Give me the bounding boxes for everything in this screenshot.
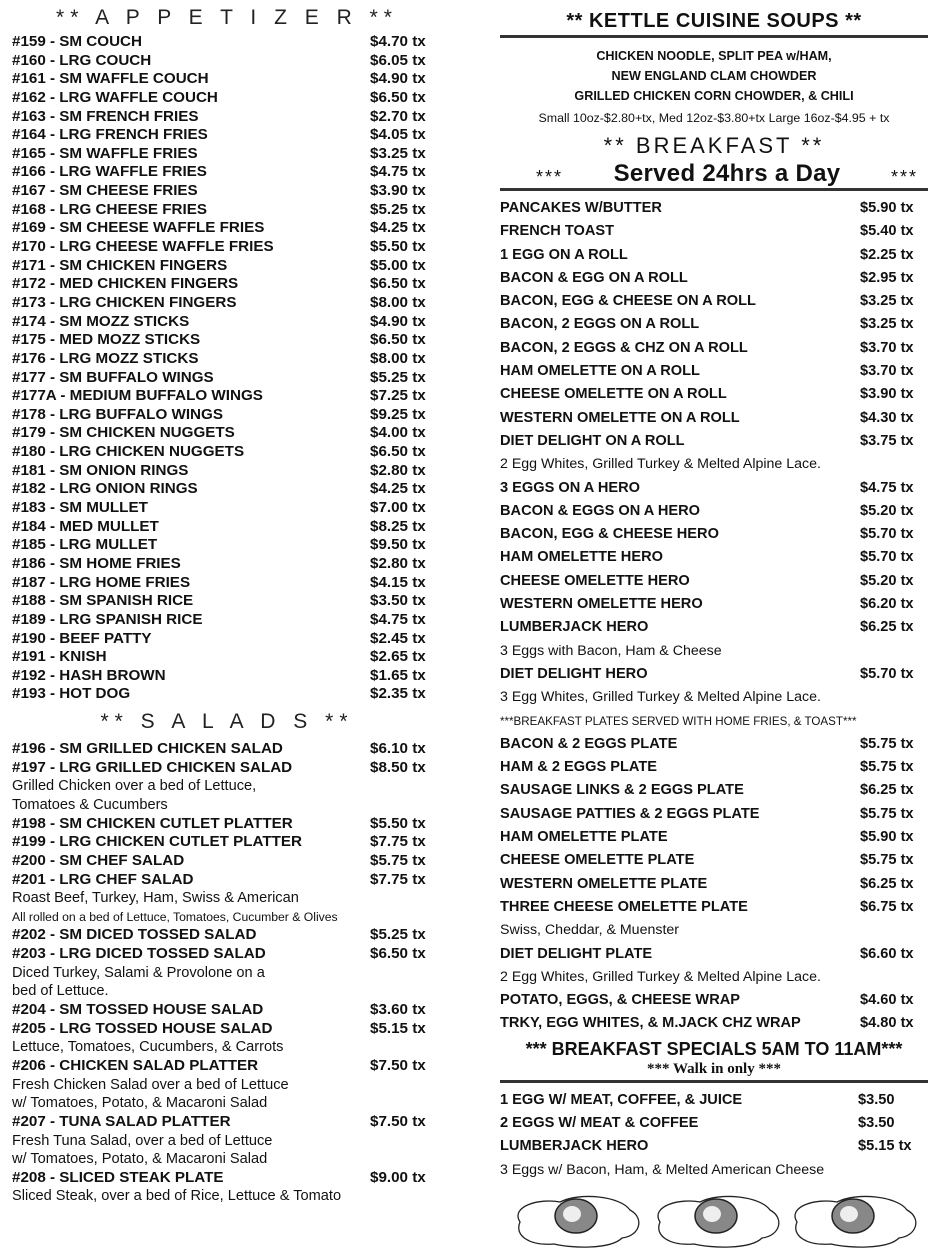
menu-item-name: #167 - SM CHEESE FRIES <box>12 182 198 200</box>
menu-item-price: $9.00 tx <box>370 1168 426 1186</box>
menu-item-price: $9.25 tx <box>370 405 426 423</box>
appetizer-list <box>12 33 442 704</box>
menu-item <box>12 163 442 182</box>
fried-egg-icon <box>518 1196 639 1247</box>
menu-item <box>500 570 928 593</box>
menu-item <box>12 648 442 667</box>
menu-item <box>500 1135 928 1158</box>
fried-egg-icon <box>658 1196 779 1247</box>
menu-item-name: #165 - SM WAFFLE FRIES <box>12 144 198 162</box>
menu-item-price: $4.90 tx <box>370 312 426 330</box>
menu-item-price: $5.70 tx <box>860 665 914 682</box>
menu-item <box>500 337 928 360</box>
menu-item-name: #173 - LRG CHICKEN FINGERS <box>12 293 237 311</box>
menu-item-price: $3.25 tx <box>860 316 914 333</box>
menu-item <box>12 182 442 201</box>
menu-item-name: SAUSAGE LINKS & 2 EGGS PLATE <box>500 782 744 799</box>
menu-item <box>12 685 442 704</box>
menu-item-price: $3.50 <box>858 1114 895 1131</box>
soup-varieties-line: GRILLED CHICKEN CORN CHOWDER, & CHILI <box>574 89 854 103</box>
menu-item-price: $1.65 tx <box>370 666 426 684</box>
menu-item-price: $5.25 tx <box>370 926 426 944</box>
menu-item-description: All rolled on a bed of Lettuce, Tomatoes, Cucumber & Olives <box>12 909 338 924</box>
soup-sizes: Small 10oz-$2.80+tx, Med 12oz-$3.80+tx Large 16oz-$4.95 + tx <box>538 111 890 125</box>
menu-item-description: w/ Tomatoes, Potato, & Macaroni Salad <box>12 1095 268 1112</box>
menu-item-price: $2.80 tx <box>370 461 426 479</box>
specials-subheading: *** Walk in only *** <box>500 1060 928 1083</box>
menu-item-name: #201 - LRG CHEF SALAD <box>12 870 194 888</box>
menu-item-price: $6.25 tx <box>860 782 914 799</box>
menu-item-name: LUMBERJACK HERO <box>500 1138 649 1155</box>
menu-item-name: #188 - SM SPANISH RICE <box>12 592 194 610</box>
menu-item-name: 2 EGGS W/ MEAT & COFFEE <box>500 1114 699 1131</box>
menu-item <box>12 1001 442 1020</box>
menu-item-price: $3.70 tx <box>860 339 914 356</box>
menu-item <box>500 803 928 826</box>
menu-item <box>12 406 442 425</box>
right-column <box>500 10 928 1182</box>
menu-item-name: HAM OMELETTE ON A ROLL <box>500 363 700 380</box>
menu-item <box>500 873 928 896</box>
menu-item <box>12 331 442 350</box>
menu-item-price: $5.25 tx <box>370 200 426 218</box>
menu-item-price: $6.05 tx <box>370 51 426 69</box>
menu-item <box>12 630 442 649</box>
menu-item-name: 1 EGG W/ MEAT, COFFEE, & JUICE <box>500 1091 743 1108</box>
menu-item <box>12 1020 442 1039</box>
menu-item-price: $5.25 tx <box>370 368 426 386</box>
menu-item-description: 2 Egg Whites, Grilled Turkey & Melted Alpine Lace. <box>500 456 821 473</box>
menu-item <box>12 555 442 574</box>
breakfast-heading: ** BREAKFAST ** <box>603 133 825 158</box>
menu-item-price: $3.75 tx <box>860 432 914 449</box>
menu-item-price: $6.25 tx <box>860 875 914 892</box>
menu-item-price: $7.75 tx <box>370 833 426 851</box>
menu-item <box>12 369 442 388</box>
menu-item-name: BACON & 2 EGGS PLATE <box>500 735 678 752</box>
menu-item-price: $8.25 tx <box>370 517 426 535</box>
menu-item-name: #189 - LRG SPANISH RICE <box>12 610 203 628</box>
menu-item-description: 3 Eggs with Bacon, Ham & Cheese <box>500 642 722 659</box>
menu-item-price: $2.95 tx <box>860 269 914 286</box>
menu-item-price: $5.00 tx <box>370 256 426 274</box>
menu-item <box>12 815 442 834</box>
menu-item-name: #207 - TUNA SALAD PLATTER <box>12 1112 231 1130</box>
menu-item-name: #196 - SM GRILLED CHICKEN SALAD <box>12 740 283 758</box>
menu-item-price: $9.50 tx <box>370 536 426 554</box>
left-column <box>12 6 442 1206</box>
menu-item <box>12 201 442 220</box>
soup-varieties-line: NEW ENGLAND CLAM CHOWDER <box>611 69 817 83</box>
menu-item-description: 3 Egg Whites, Grilled Turkey & Melted Alpine Lace. <box>500 689 821 706</box>
menu-item-price: $5.75 tx <box>860 805 914 822</box>
menu-item-name: LUMBERJACK HERO <box>500 619 649 636</box>
menu-item-name: HAM OMELETTE PLATE <box>500 829 668 846</box>
menu-item <box>12 238 442 257</box>
menu-item-price: $5.75 tx <box>860 852 914 869</box>
menu-item-name: #172 - MED CHICKEN FINGERS <box>12 275 239 293</box>
menu-item-name: PANCAKES W/BUTTER <box>500 200 662 216</box>
menu-item <box>12 945 442 964</box>
specials-heading: *** BREAKFAST SPECIALS 5AM TO 11AM*** <box>525 1038 903 1059</box>
menu-item-price: $7.25 tx <box>370 387 426 405</box>
menu-item-price: $4.75 tx <box>370 163 426 181</box>
menu-item-price: $4.30 tx <box>860 409 914 426</box>
menu-item <box>12 126 442 145</box>
menu-item-name: #179 - SM CHICKEN NUGGETS <box>12 424 235 442</box>
menu-item-price: $7.50 tx <box>370 1112 426 1130</box>
menu-item-price: $4.75 tx <box>370 610 426 628</box>
menu-item-name: DIET DELIGHT PLATE <box>500 945 653 962</box>
menu-item <box>12 33 442 52</box>
menu-item-name: #199 - LRG CHICKEN CUTLET PLATTER <box>12 833 302 851</box>
menu-item-price: $5.70 tx <box>860 549 914 566</box>
menu-item <box>500 290 928 313</box>
menu-item-name: 3 EGGS ON A HERO <box>500 479 641 496</box>
menu-item-name: 1 EGG ON A ROLL <box>500 246 628 263</box>
menu-item-price: $7.75 tx <box>370 870 426 888</box>
menu-item-name: #187 - LRG HOME FRIES <box>12 573 191 591</box>
menu-item-name: #203 - LRG DICED TOSSED SALAD <box>12 945 266 963</box>
menu-item-price: $5.20 tx <box>860 502 914 519</box>
menu-item-name: WESTERN OMELETTE PLATE <box>500 875 708 892</box>
menu-item <box>12 574 442 593</box>
menu-item-name: #170 - LRG CHEESE WAFFLE FRIES <box>12 238 274 256</box>
menu-item <box>12 611 442 630</box>
menu-item-price: $5.50 tx <box>370 238 426 256</box>
menu-item <box>500 267 928 290</box>
menu-item <box>500 733 928 756</box>
specials-list <box>500 1089 928 1182</box>
menu-item-name: WESTERN OMELETTE HERO <box>500 596 703 613</box>
menu-item-name: #162 - LRG WAFFLE COUCH <box>12 88 218 106</box>
menu-item-price: $4.75 tx <box>860 479 914 496</box>
menu-item-price: $4.15 tx <box>370 573 426 591</box>
menu-item <box>12 443 442 462</box>
menu-item <box>500 477 928 500</box>
menu-item-name: THREE CHEESE OMELETTE PLATE <box>500 898 748 915</box>
menu-item-name: SAUSAGE PATTIES & 2 EGGS PLATE <box>500 805 760 822</box>
menu-item <box>500 849 928 872</box>
menu-item-price: $6.75 tx <box>860 898 914 915</box>
menu-item-description: bed of Lettuce. <box>12 983 109 1000</box>
menu-item-price: $3.90 tx <box>860 386 914 403</box>
menu-item <box>500 360 928 383</box>
menu-item <box>12 462 442 481</box>
menu-item <box>500 197 928 220</box>
menu-item <box>500 756 928 779</box>
menu-item-name: BACON & EGG ON A ROLL <box>500 269 688 286</box>
menu-note: ***BREAKFAST PLATES SERVED WITH HOME FRIES, & TOAST*** <box>500 714 857 728</box>
menu-item-name: BACON, 2 EGGS ON A ROLL <box>500 316 700 333</box>
soups-heading: ** KETTLE CUISINE SOUPS ** <box>500 10 928 38</box>
menu-item-name: #183 - SM MULLET <box>12 499 148 517</box>
menu-item-price: $7.50 tx <box>370 1056 426 1074</box>
menu-item-description: Grilled Chicken over a bed of Lettuce, <box>12 778 257 795</box>
menu-item <box>500 593 928 616</box>
menu-item <box>12 1113 442 1132</box>
menu-item-description: w/ Tomatoes, Potato, & Macaroni Salad <box>12 1151 268 1168</box>
breakfast-hours: Served 24hrs a Day <box>613 160 841 187</box>
menu-item <box>500 407 928 430</box>
menu-item <box>12 480 442 499</box>
menu-item-price: $5.90 tx <box>860 200 914 216</box>
menu-item <box>12 667 442 686</box>
menu-item <box>500 220 928 243</box>
menu-item-price: $2.45 tx <box>370 629 426 647</box>
menu-item-description: 2 Egg Whites, Grilled Turkey & Melted Alpine Lace. <box>500 968 821 985</box>
menu-item <box>12 313 442 332</box>
menu-item-name: HAM OMELETTE HERO <box>500 549 663 566</box>
salads-list <box>12 740 442 1206</box>
menu-item-name: CHEESE OMELETTE HERO <box>500 572 690 589</box>
menu-item-name: CHEESE OMELETTE PLATE <box>500 852 695 869</box>
menu-item-description: Sliced Steak, over a bed of Rice, Lettuce & Tomato <box>12 1188 342 1205</box>
breakfast-subheading <box>500 158 928 191</box>
menu-item-price: $6.10 tx <box>370 740 426 758</box>
menu-item <box>12 592 442 611</box>
menu-item <box>12 275 442 294</box>
menu-item-price: $4.60 tx <box>860 992 914 1009</box>
menu-item-price: $3.25 tx <box>860 293 914 310</box>
fried-egg-decoration <box>505 1192 925 1250</box>
menu-item-price: $4.00 tx <box>370 424 426 442</box>
menu-item-name: #184 - MED MULLET <box>12 517 159 535</box>
menu-item <box>500 663 928 686</box>
menu-item <box>12 499 442 518</box>
menu-item-name: #200 - SM CHEF SALAD <box>12 851 185 869</box>
menu-item <box>12 219 442 238</box>
menu-item <box>500 383 928 406</box>
menu-item <box>500 989 928 1012</box>
salads-heading: ** S A L A D S ** <box>100 710 354 734</box>
menu-item <box>12 1057 442 1076</box>
menu-item <box>12 257 442 276</box>
menu-item <box>500 500 928 523</box>
menu-item-price: $5.15 tx <box>858 1138 912 1155</box>
menu-item-price: $5.20 tx <box>860 572 914 589</box>
stars-left: *** <box>536 167 564 187</box>
menu-item-price: $3.50 tx <box>370 592 426 610</box>
menu-item <box>500 1012 928 1035</box>
menu-item-price: $6.50 tx <box>370 88 426 106</box>
menu-item <box>500 826 928 849</box>
menu-item-description: Swiss, Cheddar, & Muenster <box>500 922 679 939</box>
menu-item <box>12 52 442 71</box>
menu-item <box>12 926 442 945</box>
menu-item-name: #177 - SM BUFFALO WINGS <box>12 368 214 386</box>
menu-item-price: $6.50 tx <box>370 443 426 461</box>
menu-item <box>500 1089 928 1112</box>
menu-item-price: $5.40 tx <box>860 223 914 240</box>
menu-item-name: CHEESE OMELETTE ON A ROLL <box>500 386 727 403</box>
menu-item-name: #204 - SM TOSSED HOUSE SALAD <box>12 1001 264 1019</box>
menu-item-price: $3.90 tx <box>370 182 426 200</box>
menu-item-price: $3.50 <box>858 1091 895 1108</box>
menu-item-price: $4.25 tx <box>370 219 426 237</box>
menu-item-name: #191 - KNISH <box>12 648 107 666</box>
menu-item-price: $2.35 tx <box>370 685 426 703</box>
menu-item-name: #208 - SLICED STEAK PLATE <box>12 1168 224 1186</box>
menu-item-name: WESTERN OMELETTE ON A ROLL <box>500 409 740 426</box>
menu-item <box>500 523 928 546</box>
menu-item-name: BACON, EGG & CHEESE HERO <box>500 526 719 543</box>
menu-item-price: $5.70 tx <box>860 526 914 543</box>
menu-item-name: #202 - SM DICED TOSSED SALAD <box>12 926 257 944</box>
menu-item-price: $5.90 tx <box>860 829 914 846</box>
menu-item-name: #164 - LRG FRENCH FRIES <box>12 126 208 144</box>
menu-item-name: FRENCH TOAST <box>500 223 615 240</box>
menu-item-name: DIET DELIGHT HERO <box>500 665 648 682</box>
breakfast-list <box>500 197 928 1036</box>
menu-item <box>500 1112 928 1135</box>
menu-item-name: #166 - LRG WAFFLE FRIES <box>12 163 207 181</box>
menu-item <box>12 1169 442 1188</box>
menu-item-name: #161 - SM WAFFLE COUCH <box>12 70 209 88</box>
menu-item-price: $5.75 tx <box>860 759 914 776</box>
menu-item-price: $5.50 tx <box>370 814 426 832</box>
menu-item-price: $8.00 tx <box>370 349 426 367</box>
menu-item-name: #197 - LRG GRILLED CHICKEN SALAD <box>12 758 293 776</box>
menu-item <box>500 616 928 639</box>
menu-item <box>12 518 442 537</box>
menu-item-price: $6.20 tx <box>860 596 914 613</box>
menu-item <box>12 70 442 89</box>
menu-item-name: BACON & EGGS ON A HERO <box>500 502 701 519</box>
menu-item <box>500 943 928 966</box>
menu-item <box>12 350 442 369</box>
menu-item-name: #192 - HASH BROWN <box>12 666 166 684</box>
menu-item-price: $5.15 tx <box>370 1019 426 1037</box>
menu-item-price: $4.80 tx <box>860 1015 914 1032</box>
menu-item-name: #159 - SM COUCH <box>12 33 142 50</box>
menu-item-price: $3.60 tx <box>370 1001 426 1019</box>
menu-item-name: #176 - LRG MOZZ STICKS <box>12 349 199 367</box>
menu-item-price: $7.00 tx <box>370 499 426 517</box>
menu-item-price: $4.90 tx <box>370 70 426 88</box>
menu-item <box>12 145 442 164</box>
menu-item-price: $2.80 tx <box>370 554 426 572</box>
menu-item-price: $2.70 tx <box>370 107 426 125</box>
menu-item-description: Diced Turkey, Salami & Provolone on a <box>12 964 265 981</box>
menu-item-name: #178 - LRG BUFFALO WINGS <box>12 405 223 423</box>
menu-item-price: $6.50 tx <box>370 331 426 349</box>
menu-item-name: #168 - LRG CHEESE FRIES <box>12 200 207 218</box>
menu-item-price: $4.70 tx <box>370 33 426 50</box>
menu-item-description: Fresh Tuna Salad, over a bed of Lettuce <box>12 1132 273 1149</box>
appetizer-heading: ** A P P E T I Z E R ** <box>56 6 398 29</box>
menu-item <box>500 430 928 453</box>
menu-item-name: #182 - LRG ONION RINGS <box>12 480 198 498</box>
menu-item-price: $6.60 tx <box>860 945 914 962</box>
menu-item-price: $5.75 tx <box>860 735 914 752</box>
menu-item-price: $4.25 tx <box>370 480 426 498</box>
menu-item-name: #180 - LRG CHICKEN NUGGETS <box>12 443 245 461</box>
menu-item <box>12 852 442 871</box>
menu-item-name: #198 - SM CHICKEN CUTLET PLATTER <box>12 814 293 832</box>
menu-item-name: POTATO, EGGS, & CHEESE WRAP <box>500 992 741 1009</box>
menu-item <box>500 896 928 919</box>
menu-item-name: BACON, EGG & CHEESE ON A ROLL <box>500 293 756 310</box>
menu-item-description: Fresh Chicken Salad over a bed of Lettuce <box>12 1076 289 1093</box>
menu-item-price: $3.25 tx <box>370 144 426 162</box>
menu-item-name: #177A - MEDIUM BUFFALO WINGS <box>12 387 263 405</box>
menu-item-price: $2.25 tx <box>860 246 914 263</box>
menu-item-description: Roast Beef, Turkey, Ham, Swiss & American <box>12 890 299 907</box>
menu-item-price: $3.70 tx <box>860 363 914 380</box>
soup-varieties-line: CHICKEN NOODLE, SPLIT PEA w/HAM, <box>596 49 832 63</box>
menu-item <box>500 244 928 267</box>
menu-item-description: Tomatoes & Cucumbers <box>12 796 168 813</box>
menu-item-description: 3 Eggs w/ Bacon, Ham, & Melted American Cheese <box>500 1161 825 1178</box>
menu-item-price: $5.75 tx <box>370 851 426 869</box>
menu-item-name: #160 - LRG COUCH <box>12 51 152 69</box>
fried-egg-icon <box>795 1196 916 1247</box>
menu-item-description: Lettuce, Tomatoes, Cucumbers, & Carrots <box>12 1039 284 1056</box>
menu-item <box>500 779 928 802</box>
menu-item-price: $4.05 tx <box>370 126 426 144</box>
menu-item <box>12 89 442 108</box>
menu-item-price: $8.00 tx <box>370 293 426 311</box>
menu-item-name: #206 - CHICKEN SALAD PLATTER <box>12 1056 259 1074</box>
menu-item-name: #205 - LRG TOSSED HOUSE SALAD <box>12 1019 273 1037</box>
stars-right: *** <box>890 167 918 187</box>
menu-item <box>12 833 442 852</box>
menu-item-name: #171 - SM CHICKEN FINGERS <box>12 256 228 274</box>
menu-item <box>12 294 442 313</box>
menu-item-name: #193 - HOT DOG <box>12 685 131 703</box>
menu-item-price: $6.50 tx <box>370 275 426 293</box>
menu-item <box>12 387 442 406</box>
menu-item-name: #163 - SM FRENCH FRIES <box>12 107 199 125</box>
menu-item-price: $6.50 tx <box>370 945 426 963</box>
menu-item <box>500 546 928 569</box>
menu-item <box>12 536 442 555</box>
menu-item <box>12 424 442 443</box>
menu-item-name: #174 - SM MOZZ STICKS <box>12 312 190 330</box>
menu-item <box>12 740 442 759</box>
menu-item <box>500 313 928 336</box>
menu-item-price: $6.25 tx <box>860 619 914 636</box>
menu-item-name: #175 - MED MOZZ STICKS <box>12 331 201 349</box>
menu-item-name: DIET DELIGHT ON A ROLL <box>500 432 685 449</box>
menu-item <box>12 871 442 890</box>
menu-item-name: #169 - SM CHEESE WAFFLE FRIES <box>12 219 265 237</box>
menu-item-name: #185 - LRG MULLET <box>12 536 158 554</box>
menu-item-name: TRKY, EGG WHITES, & M.JACK CHZ WRAP <box>500 1015 801 1032</box>
menu-item-name: #181 - SM ONION RINGS <box>12 461 189 479</box>
menu-item-price: $8.50 tx <box>370 758 426 776</box>
menu-item <box>12 759 442 778</box>
menu-item-price: $2.65 tx <box>370 648 426 666</box>
menu-item <box>12 108 442 127</box>
menu-item-name: BACON, 2 EGGS & CHZ ON A ROLL <box>500 339 748 356</box>
menu-item-name: #190 - BEEF PATTY <box>12 629 152 647</box>
menu-item-name: HAM & 2 EGGS PLATE <box>500 759 658 776</box>
menu-item-name: #186 - SM HOME FRIES <box>12 554 181 572</box>
